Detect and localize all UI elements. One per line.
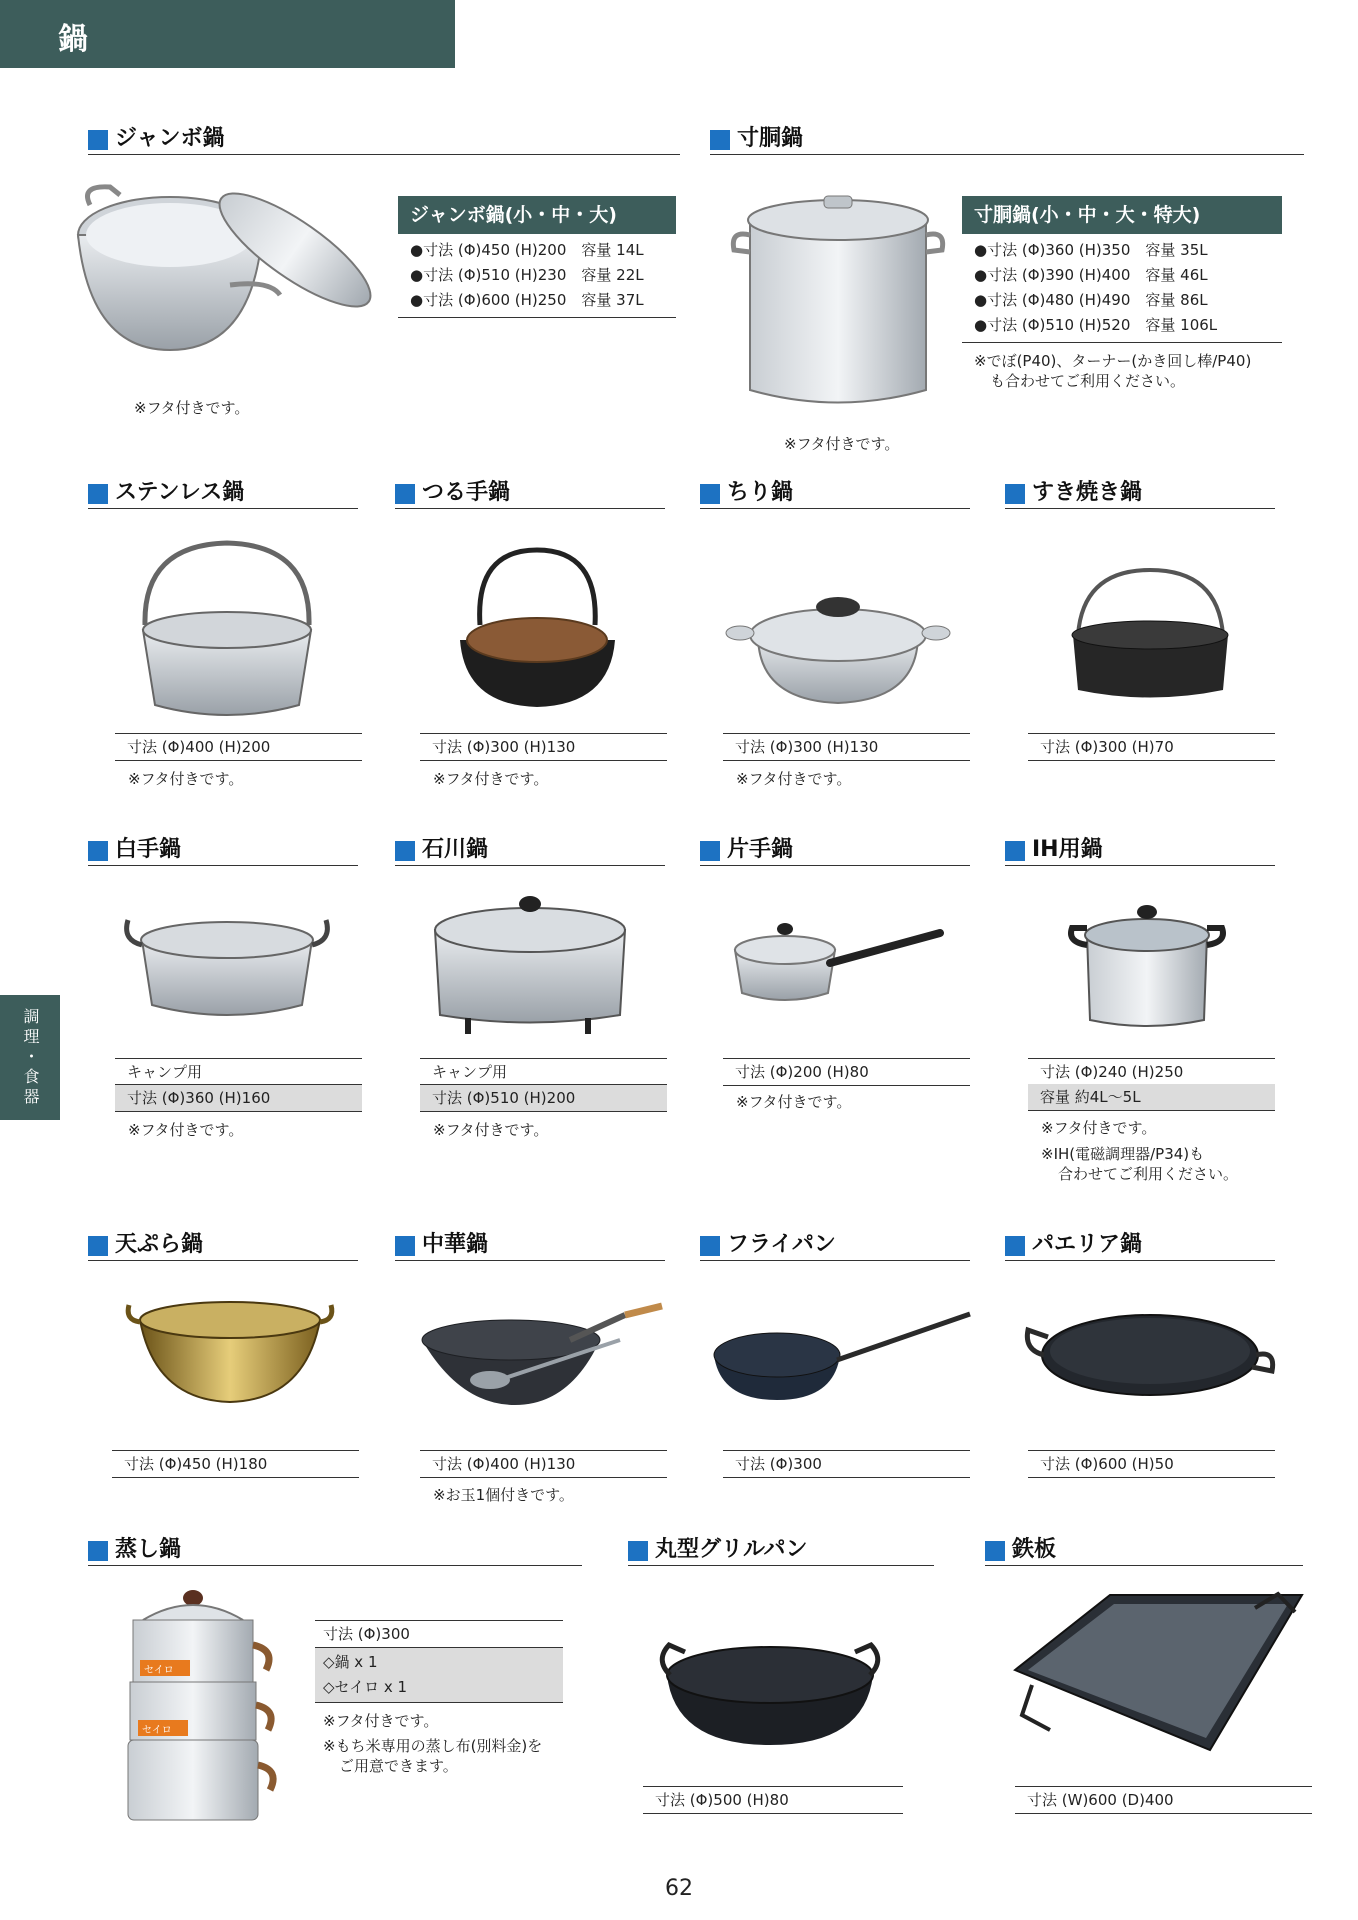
section-marker: [88, 130, 108, 150]
shirote-use: キャンプ用: [115, 1058, 362, 1085]
section-title-shirote: [88, 837, 358, 866]
section-marker: [628, 1541, 648, 1561]
sukiyaki-dim: 寸法 (Φ)300 (H)70: [1028, 733, 1275, 761]
section-title-stainless: [88, 480, 358, 509]
section-title-text: つる手鍋: [422, 480, 511, 505]
section-title-sukiyaki: [1005, 480, 1275, 509]
zundo-spec-3: ●寸法 (Φ)480 (H)490 容量 86L: [974, 291, 1208, 309]
section-marker: [1005, 484, 1025, 504]
section-marker: [1005, 841, 1025, 861]
katate-pot-image: [730, 915, 945, 1010]
mushi-spec-box: [315, 1620, 563, 1776]
ishikawa-pot-image: [425, 890, 635, 1040]
section-title-text: すき焼き鍋: [1032, 480, 1143, 505]
section-title-frypan: [700, 1232, 970, 1261]
tempura-dim: 寸法 (Φ)450 (H)180: [112, 1450, 359, 1478]
tsurute-pot-image: [455, 545, 620, 710]
section-title-text: フライパン: [727, 1232, 836, 1257]
chiri-dim: 寸法 (Φ)300 (H)130: [723, 733, 970, 761]
zundo-pot-image: [728, 190, 953, 415]
section-title-mushi: [88, 1537, 582, 1566]
shirote-note: ※フタ付きです。: [128, 1121, 244, 1139]
mushi-note-2: ※もち米専用の蒸し布(別料金)を: [323, 1737, 543, 1755]
ishikawa-dim: 寸法 (Φ)510 (H)200: [420, 1084, 667, 1112]
section-title-katate: [700, 837, 970, 866]
section-title-text: 鉄板: [1012, 1537, 1057, 1562]
zundo-box-title: 寸胴鍋(小・中・大・特大): [962, 196, 1282, 234]
section-title-text: 中華鍋: [422, 1232, 489, 1257]
section-title-grill: [628, 1537, 934, 1566]
tempura-pot-image: [125, 1290, 335, 1410]
section-title-text: ちり鍋: [727, 480, 794, 505]
zundo-lid-note: ※フタ付きです。: [784, 435, 900, 453]
section-marker: [395, 484, 415, 504]
section-title-text: 片手鍋: [727, 837, 794, 862]
sukiyaki-pot-image: [1068, 565, 1233, 705]
frypan-dim: 寸法 (Φ)300: [723, 1450, 970, 1478]
mushi-item-1: ◇鍋 x 1: [323, 1653, 378, 1671]
mushi-item-2: ◇セイロ x 1: [323, 1678, 408, 1696]
page-title: 鍋: [58, 22, 88, 57]
section-title-text: パエリア鍋: [1032, 1232, 1143, 1257]
ih-note-1: ※フタ付きです。: [1041, 1119, 1157, 1137]
section-marker: [88, 484, 108, 504]
zundo-spec-4: ●寸法 (Φ)510 (H)520 容量 106L: [974, 316, 1218, 334]
mushi-dim: 寸法 (Φ)300: [315, 1620, 563, 1648]
section-title-text: 天ぷら鍋: [115, 1232, 204, 1257]
mushi-pot-image: [108, 1590, 283, 1835]
section-marker: [88, 1541, 108, 1561]
chiri-note: ※フタ付きです。: [736, 770, 852, 788]
chuka-note: ※お玉1個付きです。: [433, 1486, 574, 1504]
teppan-dim: 寸法 (W)600 (D)400: [1015, 1786, 1312, 1814]
jumbo-pot-image: [70, 175, 375, 365]
section-marker: [700, 1236, 720, 1256]
grill-pan-image: [655, 1630, 885, 1750]
zundo-spec-1: ●寸法 (Φ)360 (H)350 容量 35L: [974, 241, 1208, 259]
mushi-label-2: セイロ: [142, 1725, 172, 1736]
section-marker: [1005, 1236, 1025, 1256]
section-title-text: 丸型グリルパン: [655, 1537, 808, 1562]
ih-pot-image: [1062, 890, 1232, 1030]
katate-dim: 寸法 (Φ)200 (H)80: [723, 1058, 970, 1086]
section-title-tsurute: [395, 480, 665, 509]
section-title-text: 寸胴鍋: [737, 126, 804, 151]
stainless-note: ※フタ付きです。: [128, 770, 244, 788]
section-title-paella: [1005, 1232, 1275, 1261]
section-title-text: ステンレス鍋: [115, 480, 245, 505]
chuka-dim: 寸法 (Φ)400 (H)130: [420, 1450, 667, 1478]
ih-note-3: 合わせてご利用ください。: [1058, 1165, 1239, 1183]
jumbo-spec-3: ●寸法 (Φ)600 (H)250 容量 37L: [410, 291, 644, 309]
section-title-teppan: [985, 1537, 1303, 1566]
section-marker: [395, 841, 415, 861]
shirote-dim: 寸法 (Φ)360 (H)160: [115, 1084, 362, 1112]
ih-note-2: ※IH(電磁調理器/P34)も: [1041, 1145, 1205, 1163]
section-title-chiri: [700, 480, 970, 509]
tsurute-note: ※フタ付きです。: [433, 770, 549, 788]
section-title-text: IH用鍋: [1032, 837, 1103, 862]
side-tab[interactable]: [0, 995, 60, 1120]
section-title-chuka: [395, 1232, 665, 1261]
mushi-label-1: セイロ: [144, 1665, 174, 1676]
frypan-image: [712, 1310, 972, 1405]
stainless-dim: 寸法 (Φ)400 (H)200: [115, 733, 362, 761]
zundo-note-2: も合わせてご利用ください。: [990, 372, 1186, 390]
section-title-ishikawa: [395, 837, 665, 866]
jumbo-spec-2: ●寸法 (Φ)510 (H)230 容量 22L: [410, 266, 644, 284]
section-title-text: ジャンボ鍋: [115, 126, 225, 151]
page-number: 62: [665, 1876, 693, 1901]
katate-note: ※フタ付きです。: [736, 1093, 852, 1111]
paella-pan-image: [1020, 1305, 1280, 1415]
chiri-pot-image: [728, 585, 948, 710]
zundo-spec-box: [962, 196, 1282, 391]
section-marker: [700, 841, 720, 861]
section-title-text: 白手鍋: [115, 837, 182, 862]
section-title-jumbo: [88, 126, 680, 155]
grill-dim: 寸法 (Φ)500 (H)80: [643, 1786, 903, 1814]
section-marker: [700, 484, 720, 504]
jumbo-spec-box: [398, 196, 676, 318]
section-title-ih: [1005, 837, 1275, 866]
zundo-spec-2: ●寸法 (Φ)390 (H)400 容量 46L: [974, 266, 1208, 284]
section-marker: [710, 130, 730, 150]
mushi-note-3: ご用意できます。: [339, 1757, 458, 1775]
jumbo-note: ※フタ付きです。: [134, 399, 250, 417]
teppan-plate-image: [1010, 1590, 1305, 1755]
paella-dim: 寸法 (Φ)600 (H)50: [1028, 1450, 1275, 1478]
section-title-tempura: [88, 1232, 358, 1261]
tsurute-dim: 寸法 (Φ)300 (H)130: [420, 733, 667, 761]
section-title-zundo: [710, 126, 1304, 155]
chuka-pot-image: [420, 1300, 665, 1410]
section-marker: [88, 1236, 108, 1256]
section-marker: [395, 1236, 415, 1256]
zundo-note-1: ※でぼ(P40)、ターナー(かき回し棒/P40): [974, 352, 1252, 370]
ishikawa-use: キャンプ用: [420, 1058, 667, 1085]
ih-dim: 寸法 (Φ)240 (H)250: [1028, 1058, 1275, 1086]
jumbo-spec-1: ●寸法 (Φ)450 (H)200 容量 14L: [410, 241, 644, 259]
section-marker: [985, 1541, 1005, 1561]
stainless-pot-image: [135, 535, 320, 720]
shirote-pot-image: [122, 900, 332, 1025]
section-marker: [88, 841, 108, 861]
ih-capacity: 容量 約4L〜5L: [1028, 1084, 1275, 1111]
mushi-note-1: ※フタ付きです。: [323, 1712, 439, 1730]
side-tab-label: 調理・食器: [21, 1007, 40, 1108]
section-title-text: 蒸し鍋: [115, 1537, 182, 1562]
section-title-text: 石川鍋: [422, 837, 489, 862]
ishikawa-note: ※フタ付きです。: [433, 1121, 549, 1139]
jumbo-box-title: ジャンボ鍋(小・中・大): [398, 196, 676, 234]
